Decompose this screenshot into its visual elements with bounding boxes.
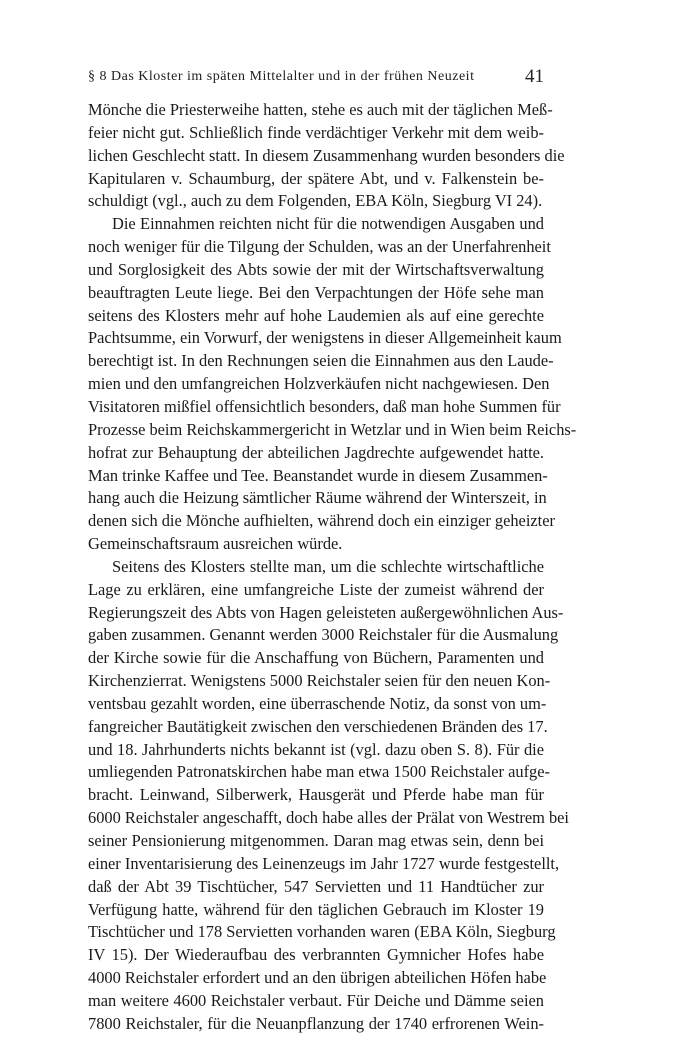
text-line: daß der Abt 39 Tischtücher, 547 Servietten und 11 Handtücher zur: [88, 876, 544, 896]
page-header: [88, 66, 544, 92]
text-line: feier nicht gut. Schließlich finde verdächtiger Verkehr mit dem weib-: [88, 122, 544, 142]
text-line: Kirchenzierrat. Wenigstens 5000 Reichstaler seien für den neuen Kon-: [88, 671, 551, 691]
text-line: IV 15). Der Wiederaufbau des verbrannten Gymnicher Hofes habe: [88, 945, 544, 965]
text-line: berechtigt ist. In den Rechnungen seien die Einnahmen aus den Laude-: [88, 351, 554, 371]
body-text: [88, 99, 577, 1036]
text-line: Kapitularen v. Schaumburg, der spätere Abt, und v. Falkenstein be-: [88, 168, 544, 188]
text-line: Regierungszeit des Abts von Hagen geleisteten außergewöhnlichen Aus-: [88, 602, 564, 622]
text-line: Man trinke Kaffee und Tee. Beanstandet wurde in diesem Zusammen-: [88, 465, 548, 485]
paragraph-start-line: Die Einnahmen reichten nicht für die notwendigen Ausgaben und: [112, 214, 544, 234]
text-line: noch weniger für die Tilgung der Schulden, was an der Unerfahrenheit: [88, 237, 551, 257]
text-line: mien und den umfangreichen Holzverkäufen nicht nachgewiesen. Den: [88, 374, 550, 394]
text-line: und Sorglosigkeit des Abts sowie der mit der Wirtschaftsverwaltung: [88, 259, 544, 279]
text-line: seitens des Klosters mehr auf hohe Laudemien als auf eine gerechte: [88, 305, 544, 325]
paragraph-start-line: Seitens des Klosters stellte man, um die schlechte wirtschaftliche: [112, 556, 544, 576]
text-line: hang auch die Heizung sämtlicher Räume während der Winterszeit, in: [88, 488, 547, 508]
text-line: hofrat zur Behauptung der abteilichen Jagdrechte aufgewendet hatte.: [88, 442, 544, 462]
text-line: umliegenden Patronatskirchen habe man etwa 1500 Reichstaler aufge-: [88, 762, 550, 782]
text-line: Gemeinschaftsraum ausreichen würde.: [88, 534, 343, 554]
text-line: 7800 Reichstaler, für die Neuanpflanzung der 1740 erfrorenen Wein-: [88, 1013, 544, 1033]
text-line: einer Inventarisierung des Leinenzeugs im Jahr 1727 wurde festgestellt,: [88, 853, 560, 873]
text-line: Mönche die Priesterweihe hatten, stehe es auch mit der täglichen Meß-: [88, 100, 553, 119]
text-line: bracht. Leinwand, Silberwerk, Hausgerät und Pferde habe man für: [88, 785, 544, 805]
text-line: Prozesse beim Reichskammergericht in Wetzlar und in Wien beim Reichs-: [88, 419, 577, 439]
text-line: Tischtücher und 178 Servietten vorhanden waren (EBA Köln, Siegburg: [88, 922, 556, 942]
text-line: denen sich die Mönche aufhielten, während doch ein einziger geheizter: [88, 511, 555, 531]
text-line: 6000 Reichstaler angeschafft, doch habe alles der Prälat von Westrem bei: [88, 808, 569, 828]
text-line: der Kirche sowie für die Anschaffung von Büchern, Paramenten und: [88, 648, 544, 668]
text-line: und 18. Jahrhunderts nichts bekannt ist (vgl. dazu oben S. 8). Für die: [88, 739, 544, 759]
text-line: Pachtsumme, ein Vorwurf, der wenigstens in dieser Allgemeinheit kaum: [88, 328, 562, 348]
running-title: § 8 Das Kloster im späten Mittelalter und in der frühen Neuzeit: [88, 69, 475, 84]
text-line: 4000 Reichstaler erfordert und an den übrigen abteilichen Höfen habe: [88, 968, 547, 988]
text-line: Verfügung hatte, während für den täglichen Gebrauch im Kloster 19: [88, 899, 544, 919]
text-line: Visitatoren mißfiel offensichtlich besonders, daß man hohe Summen für: [88, 396, 561, 416]
text-line: schuldigt (vgl., auch zu dem Folgenden, EBA Köln, Siegburg VI 24).: [88, 191, 543, 211]
text-line: lichen Geschlecht statt. In diesem Zusammenhang wurden besonders die: [88, 145, 565, 165]
text-line: ventsbau gezahlt worden, eine überraschende Notiz, da sonst von um-: [88, 693, 547, 713]
text-line: fangreicher Bautätigkeit zwischen den verschiedenen Bränden des 17.: [88, 716, 548, 736]
text-line: gaben zusammen. Genannt werden 3000 Reichstaler für die Ausmalung: [88, 625, 559, 645]
text-line: beauftragten Leute liege. Bei den Verpachtungen der Höfe sehe man: [88, 282, 544, 302]
page-number: 41: [525, 66, 544, 87]
text-line: seiner Pensionierung mitgenommen. Daran mag etwas sein, denn bei: [88, 831, 544, 850]
text-line: Lage zu erklären, eine umfangreiche Liste der zumeist während der: [88, 579, 544, 599]
text-line: man weitere 4600 Reichstaler verbaut. Für Deiche und Dämme seien: [88, 990, 544, 1010]
